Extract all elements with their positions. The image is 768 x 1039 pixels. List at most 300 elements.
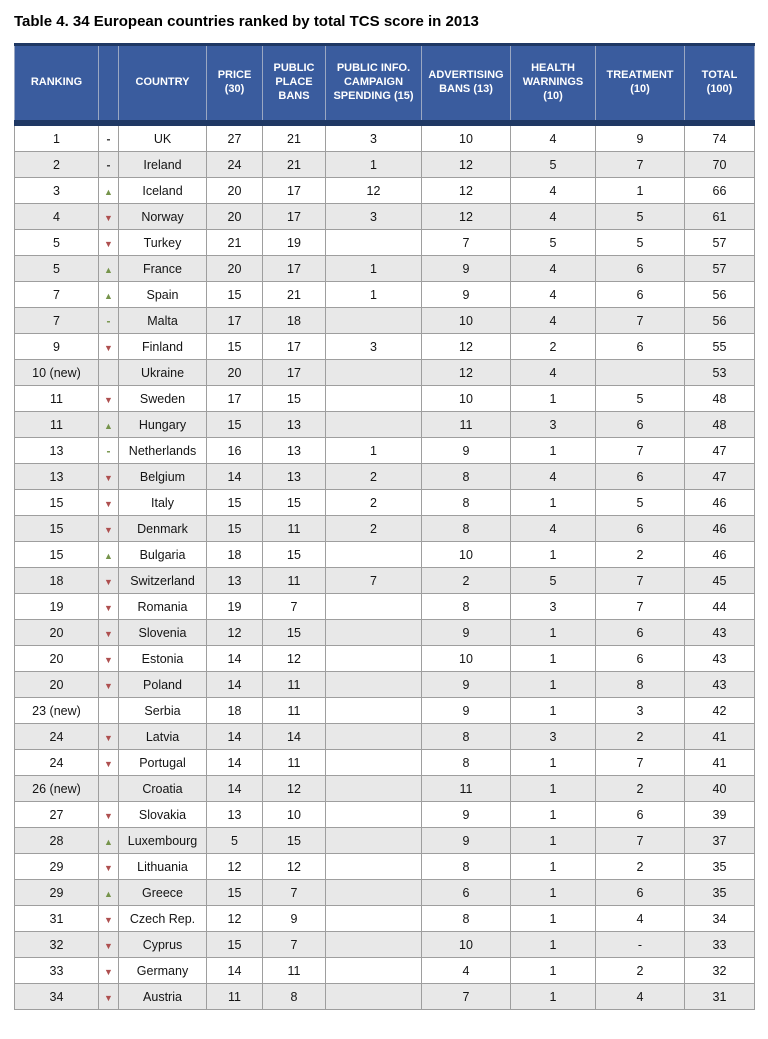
price-cell: 19 (207, 594, 263, 620)
trend-down-icon: ▼ (104, 602, 113, 613)
trend-cell (99, 984, 119, 1010)
public-info-campaign-spending-cell: 1 (326, 152, 422, 178)
advertising-bans-cell: 4 (422, 958, 511, 984)
country-cell: Turkey (119, 230, 207, 256)
table-row (15, 178, 755, 204)
table-row (15, 334, 755, 360)
table-row (15, 123, 755, 152)
treatment-cell: 6 (596, 516, 685, 542)
price-cell: 14 (207, 672, 263, 698)
total-cell: 47 (685, 464, 755, 490)
total-cell: 31 (685, 984, 755, 1010)
public-place-bans-cell: 15 (263, 828, 326, 854)
ranking-cell: 24 (15, 750, 99, 776)
public-info-campaign-spending-cell: 2 (326, 490, 422, 516)
public-place-bans-cell: 11 (263, 958, 326, 984)
table-row (15, 490, 755, 516)
advertising-bans-cell: 12 (422, 204, 511, 230)
country-cell: Finland (119, 334, 207, 360)
advertising-bans-cell: 2 (422, 568, 511, 594)
table-row (15, 516, 755, 542)
price-cell: 11 (207, 984, 263, 1010)
health-warnings-cell: 1 (511, 828, 596, 854)
country-cell: Bulgaria (119, 542, 207, 568)
public-info-campaign-spending-cell (326, 906, 422, 932)
total-cell: 43 (685, 620, 755, 646)
health-warnings-cell: 1 (511, 984, 596, 1010)
advertising-bans-cell: 10 (422, 123, 511, 152)
ranking-cell: 20 (15, 646, 99, 672)
column-header-country: COUNTRY (119, 45, 207, 124)
advertising-bans-cell: 9 (422, 282, 511, 308)
health-warnings-cell: 5 (511, 152, 596, 178)
treatment-cell: 1 (596, 178, 685, 204)
trend-cell (99, 542, 119, 568)
public-place-bans-cell: 15 (263, 542, 326, 568)
country-cell: Greece (119, 880, 207, 906)
trend-up-icon: ▲ (104, 264, 113, 275)
total-cell: 41 (685, 750, 755, 776)
column-header-total: TOTAL (100) (685, 45, 755, 124)
trend-down-icon: ▼ (104, 524, 113, 535)
trend-down-icon: ▼ (104, 732, 113, 743)
total-cell: 53 (685, 360, 755, 386)
total-cell: 47 (685, 438, 755, 464)
table-row (15, 932, 755, 958)
public-place-bans-cell: 12 (263, 646, 326, 672)
trend-up-icon: ▲ (104, 420, 113, 431)
ranking-cell: 4 (15, 204, 99, 230)
treatment-cell: - (596, 932, 685, 958)
advertising-bans-cell: 8 (422, 490, 511, 516)
table-row (15, 880, 755, 906)
trend-cell (99, 360, 119, 386)
total-cell: 35 (685, 854, 755, 880)
public-info-campaign-spending-cell (326, 386, 422, 412)
ranking-cell: 33 (15, 958, 99, 984)
public-place-bans-cell: 15 (263, 386, 326, 412)
public-info-campaign-spending-cell (326, 308, 422, 334)
public-info-campaign-spending-cell (326, 620, 422, 646)
public-place-bans-cell: 11 (263, 698, 326, 724)
total-cell: 43 (685, 646, 755, 672)
trend-cell (99, 490, 119, 516)
public-place-bans-cell: 9 (263, 906, 326, 932)
treatment-cell: 2 (596, 724, 685, 750)
trend-cell (99, 568, 119, 594)
total-cell: 61 (685, 204, 755, 230)
trend-cell (99, 854, 119, 880)
treatment-cell: 5 (596, 386, 685, 412)
treatment-cell: 6 (596, 256, 685, 282)
trend-cell (99, 438, 119, 464)
trend-cell (99, 750, 119, 776)
country-cell: UK (119, 123, 207, 152)
public-place-bans-cell: 21 (263, 282, 326, 308)
public-place-bans-cell: 8 (263, 984, 326, 1010)
treatment-cell: 2 (596, 542, 685, 568)
public-place-bans-cell: 7 (263, 932, 326, 958)
column-header-price: PRICE (30) (207, 45, 263, 124)
ranking-cell: 9 (15, 334, 99, 360)
advertising-bans-cell: 7 (422, 230, 511, 256)
public-info-campaign-spending-cell (326, 646, 422, 672)
health-warnings-cell: 1 (511, 620, 596, 646)
trend-down-icon: ▼ (104, 810, 113, 821)
advertising-bans-cell: 9 (422, 256, 511, 282)
advertising-bans-cell: 12 (422, 334, 511, 360)
treatment-cell: 4 (596, 984, 685, 1010)
trend-cell (99, 724, 119, 750)
advertising-bans-cell: 9 (422, 698, 511, 724)
ranking-cell: 18 (15, 568, 99, 594)
advertising-bans-cell: 8 (422, 854, 511, 880)
advertising-bans-cell: 10 (422, 646, 511, 672)
table-row (15, 594, 755, 620)
trend-up-icon: ▲ (104, 186, 113, 197)
trend-cell (99, 672, 119, 698)
trend-up-icon: ▲ (104, 550, 113, 561)
public-place-bans-cell: 18 (263, 308, 326, 334)
country-cell: Italy (119, 490, 207, 516)
public-info-campaign-spending-cell: 7 (326, 568, 422, 594)
table-row (15, 724, 755, 750)
column-header-health-warnings: HEALTH WARNINGS (10) (511, 45, 596, 124)
price-cell: 18 (207, 698, 263, 724)
public-place-bans-cell: 17 (263, 256, 326, 282)
ranking-cell: 5 (15, 256, 99, 282)
country-cell: Norway (119, 204, 207, 230)
trend-cell (99, 828, 119, 854)
trend-down-icon: ▼ (104, 758, 113, 769)
trend-cell (99, 698, 119, 724)
total-cell: 46 (685, 542, 755, 568)
treatment-cell: 7 (596, 750, 685, 776)
public-place-bans-cell: 17 (263, 178, 326, 204)
total-cell: 55 (685, 334, 755, 360)
treatment-cell: 6 (596, 646, 685, 672)
ranking-cell: 34 (15, 984, 99, 1010)
health-warnings-cell: 2 (511, 334, 596, 360)
advertising-bans-cell: 10 (422, 386, 511, 412)
health-warnings-cell: 1 (511, 698, 596, 724)
column-header-ranking: RANKING (15, 45, 99, 124)
country-cell: Netherlands (119, 438, 207, 464)
public-info-campaign-spending-cell: 2 (326, 516, 422, 542)
country-cell: Latvia (119, 724, 207, 750)
public-place-bans-cell: 11 (263, 568, 326, 594)
public-place-bans-cell: 17 (263, 360, 326, 386)
trend-steady-icon: - (106, 131, 111, 146)
total-cell: 35 (685, 880, 755, 906)
country-cell: France (119, 256, 207, 282)
price-cell: 18 (207, 542, 263, 568)
total-cell: 56 (685, 282, 755, 308)
advertising-bans-cell: 8 (422, 906, 511, 932)
trend-cell (99, 308, 119, 334)
treatment-cell: 7 (596, 438, 685, 464)
price-cell: 15 (207, 516, 263, 542)
price-cell: 13 (207, 568, 263, 594)
advertising-bans-cell: 12 (422, 360, 511, 386)
total-cell: 41 (685, 724, 755, 750)
trend-cell (99, 464, 119, 490)
price-cell: 15 (207, 334, 263, 360)
public-info-campaign-spending-cell: 1 (326, 438, 422, 464)
country-cell: Sweden (119, 386, 207, 412)
country-cell: Ukraine (119, 360, 207, 386)
trend-cell (99, 776, 119, 802)
public-info-campaign-spending-cell (326, 802, 422, 828)
treatment-cell: 3 (596, 698, 685, 724)
advertising-bans-cell: 10 (422, 932, 511, 958)
health-warnings-cell: 1 (511, 880, 596, 906)
trend-steady-icon: - (106, 313, 111, 328)
ranking-cell: 24 (15, 724, 99, 750)
trend-cell (99, 204, 119, 230)
public-place-bans-cell: 15 (263, 490, 326, 516)
public-info-campaign-spending-cell: 12 (326, 178, 422, 204)
total-cell: 57 (685, 256, 755, 282)
ranking-cell: 15 (15, 516, 99, 542)
country-cell: Switzerland (119, 568, 207, 594)
ranking-cell: 20 (15, 672, 99, 698)
total-cell: 48 (685, 412, 755, 438)
total-cell: 43 (685, 672, 755, 698)
country-cell: Slovakia (119, 802, 207, 828)
country-cell: Estonia (119, 646, 207, 672)
health-warnings-cell: 1 (511, 438, 596, 464)
table-row (15, 152, 755, 178)
trend-cell (99, 386, 119, 412)
treatment-cell: 6 (596, 412, 685, 438)
public-place-bans-cell: 17 (263, 334, 326, 360)
public-info-campaign-spending-cell (326, 412, 422, 438)
trend-down-icon: ▼ (104, 966, 113, 977)
public-place-bans-cell: 13 (263, 438, 326, 464)
ranking-cell: 15 (15, 490, 99, 516)
price-cell: 15 (207, 490, 263, 516)
trend-cell (99, 802, 119, 828)
ranking-cell: 29 (15, 880, 99, 906)
public-place-bans-cell: 12 (263, 854, 326, 880)
column-header-advertising-bans: ADVERTISING BANS (13) (422, 45, 511, 124)
trend-up-icon: ▲ (104, 888, 113, 899)
country-cell: Serbia (119, 698, 207, 724)
country-cell: Luxembourg (119, 828, 207, 854)
trend-up-icon: ▲ (104, 290, 113, 301)
treatment-cell: 2 (596, 854, 685, 880)
advertising-bans-cell: 8 (422, 724, 511, 750)
public-info-campaign-spending-cell (326, 776, 422, 802)
total-cell: 33 (685, 932, 755, 958)
trend-up-icon: ▲ (104, 836, 113, 847)
price-cell: 20 (207, 256, 263, 282)
price-cell: 17 (207, 308, 263, 334)
treatment-cell: 6 (596, 334, 685, 360)
column-header-treatment: TREATMENT (10) (596, 45, 685, 124)
public-place-bans-cell: 7 (263, 880, 326, 906)
treatment-cell: 5 (596, 204, 685, 230)
trend-down-icon: ▼ (104, 576, 113, 587)
country-cell: Poland (119, 672, 207, 698)
trend-cell (99, 646, 119, 672)
public-info-campaign-spending-cell (326, 698, 422, 724)
price-cell: 15 (207, 880, 263, 906)
ranking-cell: 15 (15, 542, 99, 568)
price-cell: 20 (207, 204, 263, 230)
ranking-cell: 1 (15, 123, 99, 152)
treatment-cell: 6 (596, 802, 685, 828)
health-warnings-cell: 4 (511, 256, 596, 282)
trend-down-icon: ▼ (104, 498, 113, 509)
ranking-cell: 13 (15, 464, 99, 490)
advertising-bans-cell: 8 (422, 464, 511, 490)
health-warnings-cell: 4 (511, 516, 596, 542)
public-info-campaign-spending-cell (326, 672, 422, 698)
total-cell: 42 (685, 698, 755, 724)
treatment-cell: 7 (596, 152, 685, 178)
trend-cell (99, 906, 119, 932)
public-place-bans-cell: 11 (263, 672, 326, 698)
ranking-cell: 7 (15, 308, 99, 334)
ranking-cell: 29 (15, 854, 99, 880)
total-cell: 32 (685, 958, 755, 984)
total-cell: 39 (685, 802, 755, 828)
trend-down-icon: ▼ (104, 680, 113, 691)
price-cell: 20 (207, 360, 263, 386)
treatment-cell: 8 (596, 672, 685, 698)
treatment-cell: 7 (596, 594, 685, 620)
total-cell: 70 (685, 152, 755, 178)
health-warnings-cell: 1 (511, 542, 596, 568)
health-warnings-cell: 4 (511, 464, 596, 490)
health-warnings-cell: 1 (511, 386, 596, 412)
treatment-cell: 6 (596, 620, 685, 646)
treatment-cell: 2 (596, 776, 685, 802)
health-warnings-cell: 4 (511, 282, 596, 308)
country-cell: Spain (119, 282, 207, 308)
price-cell: 14 (207, 776, 263, 802)
country-cell: Denmark (119, 516, 207, 542)
country-cell: Ireland (119, 152, 207, 178)
health-warnings-cell: 4 (511, 204, 596, 230)
table-row (15, 568, 755, 594)
country-cell: Germany (119, 958, 207, 984)
health-warnings-cell: 4 (511, 308, 596, 334)
price-cell: 12 (207, 906, 263, 932)
ranking-cell: 11 (15, 386, 99, 412)
price-cell: 16 (207, 438, 263, 464)
country-cell: Austria (119, 984, 207, 1010)
table-row (15, 854, 755, 880)
ranking-cell: 2 (15, 152, 99, 178)
ranking-cell: 5 (15, 230, 99, 256)
treatment-cell: 2 (596, 958, 685, 984)
advertising-bans-cell: 6 (422, 880, 511, 906)
public-place-bans-cell: 13 (263, 464, 326, 490)
treatment-cell: 5 (596, 490, 685, 516)
advertising-bans-cell: 7 (422, 984, 511, 1010)
treatment-cell: 7 (596, 308, 685, 334)
treatment-cell (596, 360, 685, 386)
country-cell: Slovenia (119, 620, 207, 646)
country-cell: Hungary (119, 412, 207, 438)
table-row (15, 256, 755, 282)
trend-cell (99, 178, 119, 204)
total-cell: 44 (685, 594, 755, 620)
price-cell: 5 (207, 828, 263, 854)
trend-down-icon: ▼ (104, 914, 113, 925)
advertising-bans-cell: 12 (422, 152, 511, 178)
public-info-campaign-spending-cell (326, 360, 422, 386)
price-cell: 17 (207, 386, 263, 412)
ranking-cell: 27 (15, 802, 99, 828)
treatment-cell: 9 (596, 123, 685, 152)
price-cell: 14 (207, 646, 263, 672)
health-warnings-cell: 5 (511, 568, 596, 594)
trend-down-icon: ▼ (104, 862, 113, 873)
advertising-bans-cell: 8 (422, 750, 511, 776)
table-row (15, 230, 755, 256)
table-row (15, 750, 755, 776)
advertising-bans-cell: 9 (422, 620, 511, 646)
advertising-bans-cell: 8 (422, 594, 511, 620)
treatment-cell: 6 (596, 282, 685, 308)
country-cell: Croatia (119, 776, 207, 802)
ranking-cell: 23 (new) (15, 698, 99, 724)
trend-down-icon: ▼ (104, 940, 113, 951)
trend-cell (99, 152, 119, 178)
public-info-campaign-spending-cell: 1 (326, 256, 422, 282)
public-info-campaign-spending-cell (326, 880, 422, 906)
public-info-campaign-spending-cell: 3 (326, 123, 422, 152)
total-cell: 57 (685, 230, 755, 256)
ranking-cell: 3 (15, 178, 99, 204)
treatment-cell: 7 (596, 828, 685, 854)
total-cell: 66 (685, 178, 755, 204)
trend-cell (99, 958, 119, 984)
table-row (15, 672, 755, 698)
price-cell: 14 (207, 958, 263, 984)
advertising-bans-cell: 9 (422, 672, 511, 698)
health-warnings-cell: 1 (511, 854, 596, 880)
advertising-bans-cell: 8 (422, 516, 511, 542)
tcs-ranking-table (14, 43, 755, 1010)
price-cell: 21 (207, 230, 263, 256)
public-place-bans-cell: 15 (263, 620, 326, 646)
public-place-bans-cell: 11 (263, 516, 326, 542)
total-cell: 40 (685, 776, 755, 802)
trend-cell (99, 516, 119, 542)
public-place-bans-cell: 10 (263, 802, 326, 828)
public-place-bans-cell: 21 (263, 123, 326, 152)
trend-down-icon: ▼ (104, 212, 113, 223)
trend-cell (99, 620, 119, 646)
public-place-bans-cell: 21 (263, 152, 326, 178)
table-row (15, 386, 755, 412)
public-info-campaign-spending-cell: 1 (326, 282, 422, 308)
country-cell: Czech Rep. (119, 906, 207, 932)
advertising-bans-cell: 11 (422, 776, 511, 802)
table-header (15, 45, 755, 124)
trend-cell (99, 334, 119, 360)
ranking-cell: 19 (15, 594, 99, 620)
treatment-cell: 4 (596, 906, 685, 932)
table-row (15, 776, 755, 802)
table-row (15, 620, 755, 646)
price-cell: 24 (207, 152, 263, 178)
